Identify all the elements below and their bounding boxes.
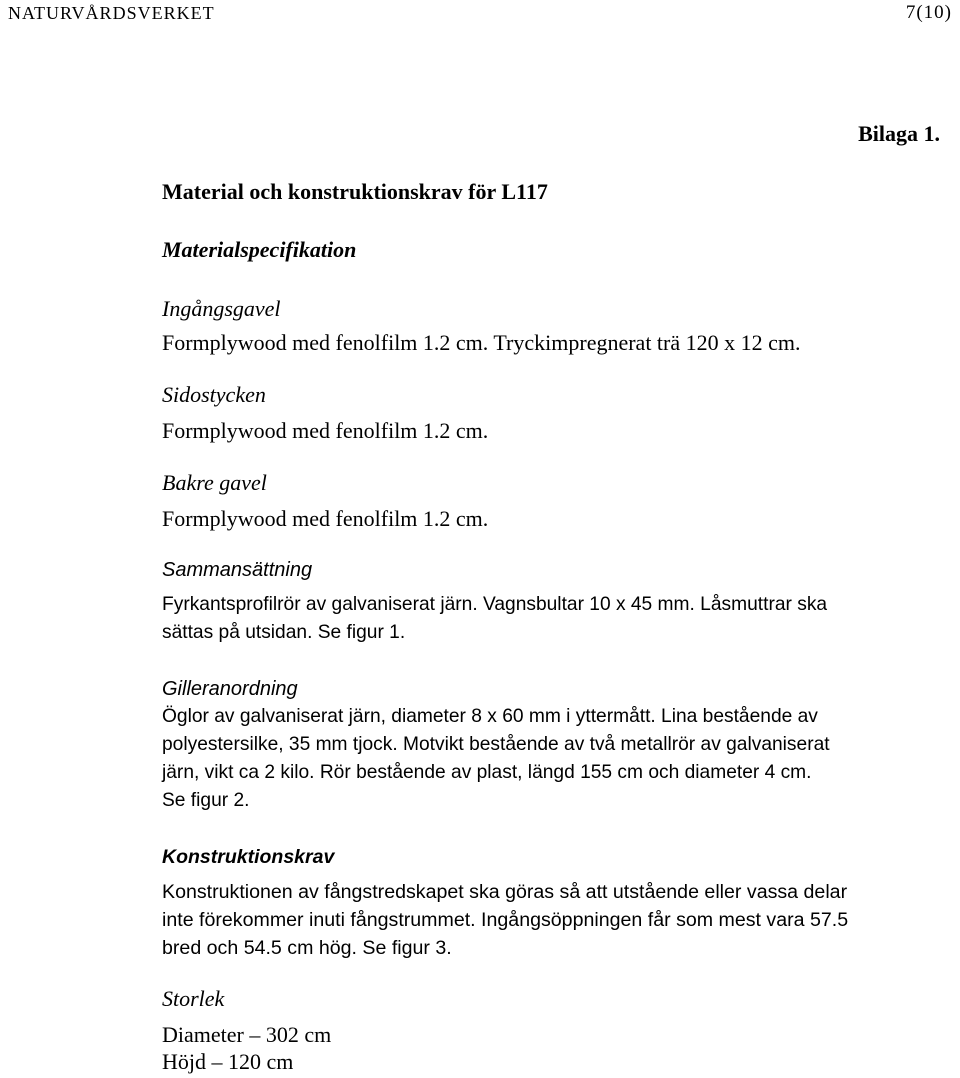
assembly-text — [162, 591, 952, 647]
document-title: Material och konstruktionskrav för L117 — [162, 179, 548, 204]
side-pieces-text: Formplywood med fenolfilm 1.2 cm. — [162, 418, 489, 443]
grid-arrangement-line: järn, vikt ca 2 kilo. Rör bestående av plast, längd 155 cm och diameter 4 cm. — [162, 762, 812, 783]
appendix-label: Bilaga 1. — [858, 121, 940, 146]
size-height: Höjd – 120 cm — [162, 1049, 294, 1074]
rear-end-label: Bakre gavel — [162, 470, 267, 495]
grid-arrangement-text — [162, 703, 952, 815]
grid-arrangement-line: Se figur 2. — [162, 790, 250, 811]
assembly-line: sättas på utsidan. Se figur 1. — [162, 622, 406, 643]
construction-line: Konstruktionen av fångstredskapet ska göras så att utstående eller vassa delar — [162, 881, 848, 903]
construction-text — [162, 878, 952, 962]
construction-line: inte förekommer inuti fångstrummet. Ingångsöppningen får som mest vara 57.5 — [162, 909, 849, 931]
page-number: 7(10) — [905, 2, 952, 23]
grid-arrangement-label: Gilleranordning — [162, 678, 298, 700]
materials-heading: Materialspecifikation — [162, 237, 357, 262]
assembly-line: Fyrkantsprofilrör av galvaniserat järn. Vagnsbultar 10 x 45 mm. Låsmuttrar ska — [162, 594, 828, 615]
assembly-label: Sammansättning — [162, 559, 313, 581]
grid-arrangement-line: Öglor av galvaniserat järn, diameter 8 x 60 mm i yttermått. Lina bestående av — [162, 706, 818, 727]
grid-arrangement-line: polyestersilke, 35 mm tjock. Motvikt bestående av två metallrör av galvaniserat — [162, 734, 830, 755]
size-diameter: Diameter – 302 cm — [162, 1022, 332, 1047]
construction-line: bred och 54.5 cm hög. Se figur 3. — [162, 937, 452, 959]
header-organization: NATURVÅRDSVERKET — [8, 3, 215, 23]
entrance-end-text: Formplywood med fenolfilm 1.2 cm. Tryckimpregnerat trä 120 x 12 cm. — [162, 330, 801, 355]
rear-end-text: Formplywood med fenolfilm 1.2 cm. — [162, 506, 489, 531]
size-label: Storlek — [162, 986, 225, 1011]
side-pieces-label: Sidostycken — [162, 382, 266, 407]
entrance-end-label: Ingångsgavel — [162, 296, 281, 321]
construction-heading: Konstruktionskrav — [162, 846, 335, 868]
